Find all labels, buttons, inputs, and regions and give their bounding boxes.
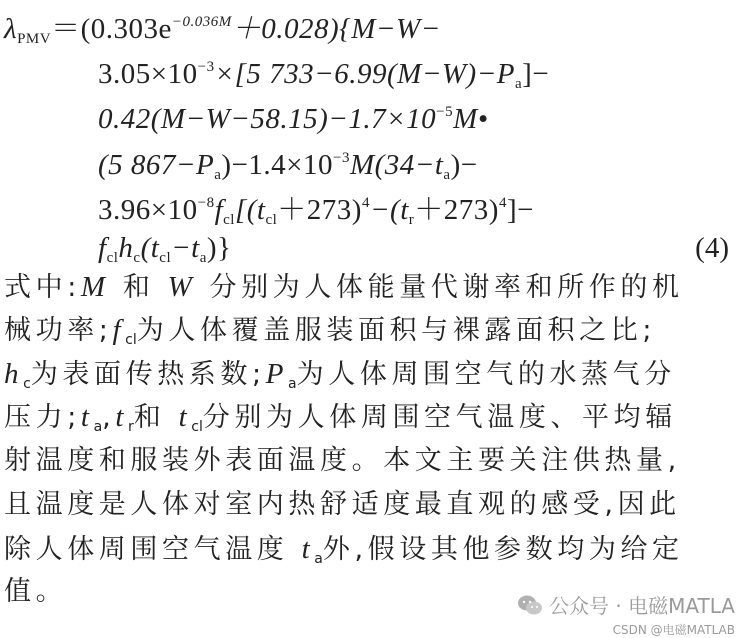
watermark <box>517 590 735 638</box>
watermark-account: 公众号 · 电磁MATLA <box>549 594 735 618</box>
equation-number: (4) <box>695 232 729 264</box>
equation-line-6: $f_{cl}h_c(t_{cl}-t_a)$} <box>98 232 232 266</box>
paragraph-line-4: 压力$;t_a,t_r$和 $t_{cl}$分别为人体周围空气温度、平均辐 <box>4 401 677 435</box>
watermark-source: CSDN @电磁MATLAB <box>612 623 735 637</box>
equation-line-3: $0.42(M-W-58.15)-1.7\times 10^{-5}M•$ <box>98 103 489 135</box>
paragraph-line-7: 除人体周围空气温度 $t_a$外,假设其他参数均为给定 <box>4 533 684 567</box>
equation-line-1: $\lambda_{PMV}=(0.303e^{-0.036M}+0.028)\{M-W-$ <box>4 13 441 47</box>
paragraph-line-3: $h_c$为表面传热系数$;P_a$为人体周围空气的水蒸气分 <box>4 358 676 392</box>
paragraph-line-5: 射温度和服装外表面温度。本文主要关注供热量, <box>4 445 681 476</box>
wechat-icon <box>517 594 543 616</box>
equation-line-4: (5 $867-P_a)-1.4\times 10^{-3}M(34-t_a)-$ <box>98 149 478 183</box>
watermark-account-row <box>517 590 735 619</box>
paragraph-line-2: 械功率$;f_{cl}$为人体覆盖服装面积与裸露面积之比; <box>4 314 657 348</box>
paragraph-line-1: 式中:M 和 W 分别为人体能量代谢率和所作的机 <box>4 271 684 303</box>
equation-line-2: $3.05\times 10^{-3}\times[5$ $733-6.99(M-W)-P_a]-$ <box>98 58 550 92</box>
paragraph-line-6: 且温度是人体对室内热舒适度最直观的感受,因此 <box>4 489 681 520</box>
paragraph-line-8: 值。 <box>4 576 68 607</box>
equation-line-5: $3.96\times 10^{-8}f_{cl}[(t_{cl}+273)^4-(t_r+273)^4]-$ <box>98 194 534 228</box>
